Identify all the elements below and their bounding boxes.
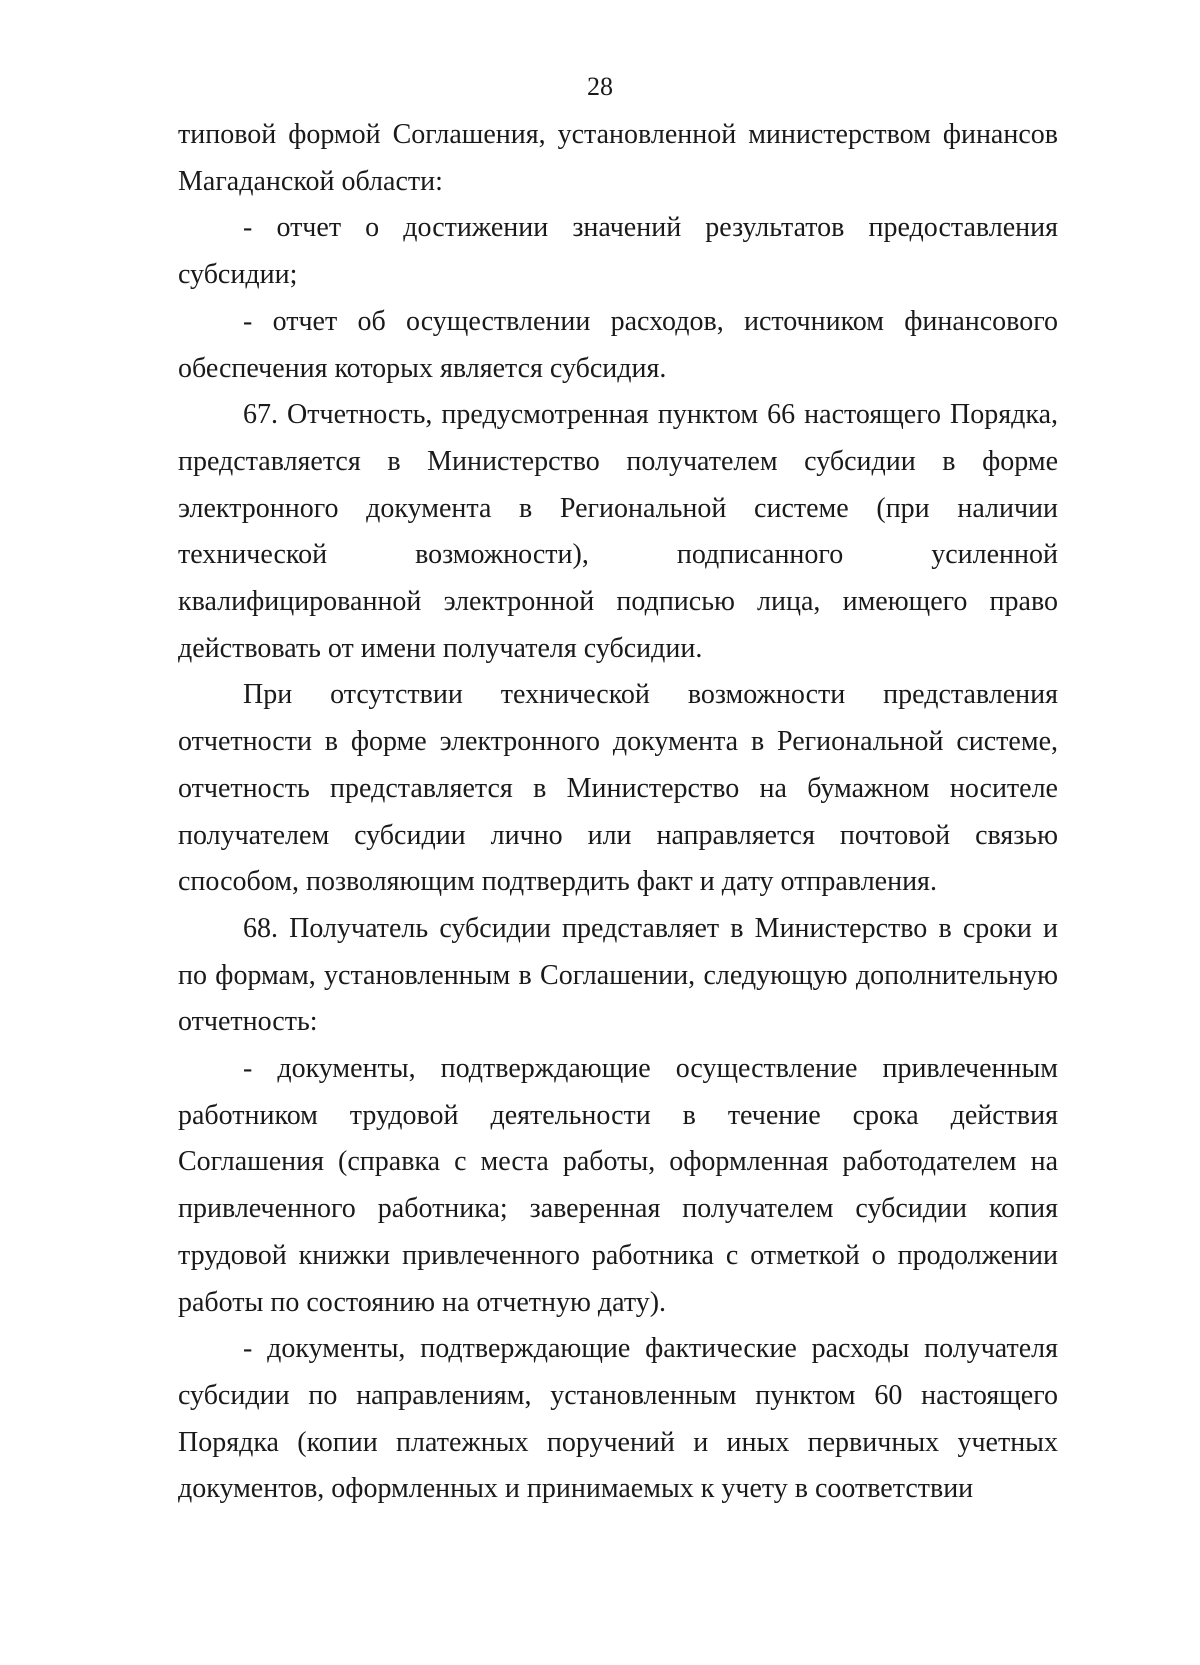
paragraph: - отчет об осуществлении расходов, источником финансового обеспечения которых является субсидия. [178, 305, 1058, 384]
paragraph: - документы, подтверждающие фактические расходы получателя субсидии по направлениям, установленным пунктом 60 настоящего Порядка (копии платежных поручений и иных первичных учетных документов, оформленных и принимаемых к учету в соответствии [178, 1333, 1058, 1505]
paragraph: 68. Получатель субсидии представляет в Министерство в сроки и по формам, установленным в Соглашении, следующую дополнительную отчетность: [178, 912, 1058, 1038]
page-number: 28 [587, 72, 613, 101]
paragraph: 67. Отчетность, предусмотренная пунктом 66 настоящего Порядка, представляется в Министерство получателем субсидии в форме электронного документа в Региональной системе (при наличии технической возможности), подписанного усиленной квалифицированной электронной подписью лица, имеющего право действовать от имени получателя субсидии. [178, 399, 1058, 664]
paragraph: типовой формой Соглашения, установленной министерством финансов Магаданской области: [178, 119, 1058, 197]
paragraph: - отчет о достижении значений результатов предоставления субсидии; [178, 212, 1058, 291]
document-body [178, 112, 1058, 1513]
paragraph: - документы, подтверждающие осуществление привлеченным работником трудовой деятельности в течение срока действия Соглашения (справка с места работы, оформленная работодателем на привлеченного работника; заверенная получателем субсидии копия трудовой книжки привлеченного работника с отметкой о продолжении работы по состоянию на отчетную дату). [178, 1053, 1058, 1318]
paragraph: При отсутствии технической возможности представления отчетности в форме электронного документа в Региональной системе, отчетность представляется в Министерство на бумажном носителе получателем субсидии лично или направляется почтовой связью способом, позволяющим подтвердить факт и дату отправления. [178, 679, 1058, 898]
